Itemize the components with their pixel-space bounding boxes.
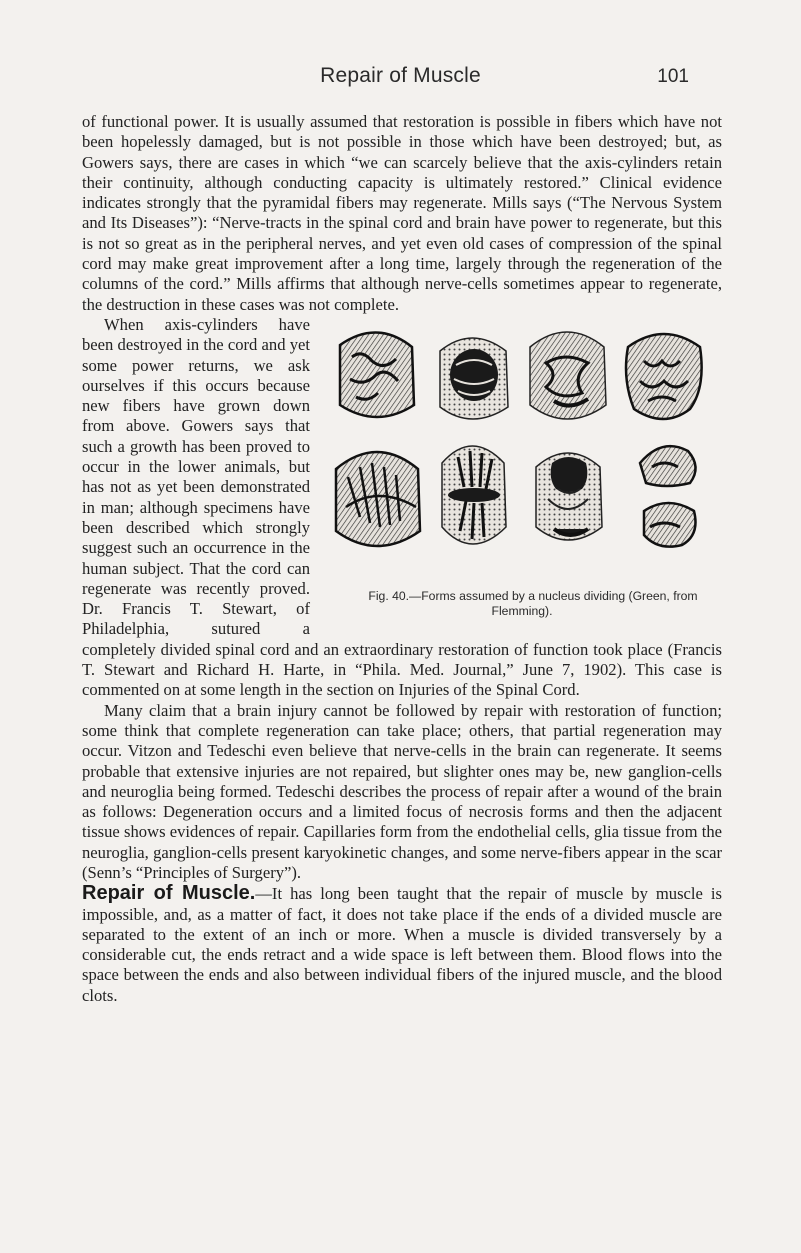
nucleus-stage-1	[340, 332, 414, 417]
nucleus-stage-2	[440, 338, 508, 419]
page-number: 101	[657, 66, 689, 87]
paragraph-1: of functional power. It is usually assumed that restoration is possible in fibers which have not been hopelessly damaged, but is not possible in those which have been destroyed; but, as Gowers says, there are cases in which “we can scarcely believe that the axis-cylinders retain their continuity, although conducting capacity is ultimately restored.” Clinical evidence indicates strongly that the pyramidal fibers may regenerate. Mills says (“The Nervous System and Its Diseases”): “Nerve-tracts in the spinal cord and brain have power to regenerate, but this is not so great as in the peripheral nerves, and yet even old cases of compression of the spinal cord may make great improvement after a long time, largely through the regeneration of the columns of the cord.” Mills affirms that although nerve-cells sometimes appear to regenerate, the destruction in these cases was not complete.	[82, 112, 722, 314]
nucleus-stage-6	[442, 446, 506, 544]
figure-caption: Fig. 40.—Forms assumed by a nucleus dividing (Green, from Flemming).	[368, 588, 698, 618]
nucleus-stage-3	[530, 332, 606, 419]
paragraph-2-text: When axis-cylinders have been destroyed in the cord and yet some power returns, we ask ourselves if this occurs because new fibers have grown down from above. Gowers says that such a growth has been proved to occur in the lower animals, but has not as yet been demonstrated in man; although specimens have been described which strongly suggest such an occurrence in the human subject. That the cord can regenerate was recently proved. Dr. Francis T. Stewart, of Philadelphia, sutured a completely divided spinal cord and an extraordinary restoration of function took place (Francis T. Stewart and Richard H. Harte, in “Phila. Med. Journal,” June 7, 1902). This case is commented on at some length in the section on Injuries of the Spinal Cord.	[82, 314, 722, 700]
nucleus-stage-5	[336, 452, 420, 546]
section-repair-of-muscle	[82, 883, 722, 1006]
nucleus-stage-7	[536, 453, 602, 540]
nucleus-stage-4	[626, 334, 702, 419]
figure-40	[322, 317, 722, 635]
page-header	[0, 64, 801, 94]
section-text: —It has long been taught that the repair of muscle by muscle is impossible, and, as a matter of fact, it does not take place if the ends of a divided muscle are separated to the extent of an inch or more. When a muscle is divided transversely by a considerable cut, the ends retract and a wide space is left between them. Blood flows into the space between the ends and also between individual fibers of the injured muscle, and the blood clots.	[82, 884, 722, 1005]
section-heading: Repair of Muscle.	[82, 882, 256, 905]
running-head: Repair of Muscle	[320, 64, 481, 87]
paragraph-2	[82, 315, 722, 701]
paragraph-3: Many claim that a brain injury cannot be followed by repair with restoration of function; some think that complete regeneration can take place; others, that partial regeneration may occur. Vitzon and Tedeschi even believe that nerve-cells in the brain can regenerate. It seems probable that extensive injuries are not repaired, but slighter ones may be, new ganglion-cells and neuroglia being formed. Tedeschi describes the process of repair after a wound of the brain as follows: Degeneration occurs and a limited focus of necrosis forms and then the adjacent tissue shows evidences of repair. Capillaries form from the endothelial cells, glia tissue from the neuroglia, ganglion-cells present karyokinetic changes, and some nerve-fibers appear in the scar (Senn’s “Principles of Surgery”).	[82, 700, 722, 882]
nucleus-stage-8	[640, 446, 696, 547]
nucleus-division-illustration	[322, 317, 722, 587]
body-text	[82, 112, 722, 1006]
